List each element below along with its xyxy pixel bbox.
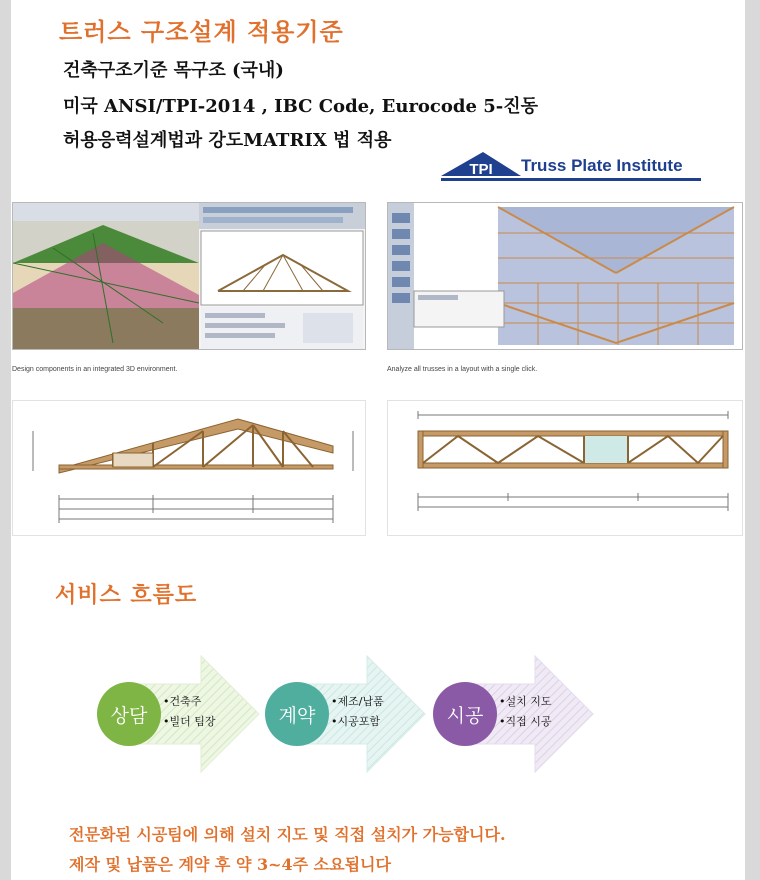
truss-drawing-1	[12, 400, 366, 536]
step-contract-items	[331, 692, 384, 732]
tpi-logo-name: Truss Plate Institute	[521, 156, 683, 175]
truss-drawing-2	[387, 400, 743, 536]
step-construction-item-2: •직접 시공	[499, 715, 552, 728]
standard-line-1: 건축구조기준 목구조 (국내)	[63, 60, 284, 81]
roof-layout-screenshot	[387, 202, 743, 350]
step-consult-item-2: •빌더 팀장	[163, 715, 216, 728]
step-construction-items	[499, 692, 552, 732]
step-consult-circle: 상담	[97, 682, 161, 746]
logo-underline	[441, 178, 701, 182]
software-3d-screenshot	[12, 202, 366, 350]
step-consult-items	[163, 692, 216, 732]
standard-line-2: 미국 ANSI/TPI-2014 , IBC Code, Eurocode 5-진동	[63, 96, 538, 117]
step-contract-circle: 계약	[265, 682, 329, 746]
note-line-2: 제작 및 납품은 계약 후 약 3~4주 소요됩니다	[69, 855, 391, 874]
tpi-logo	[441, 150, 701, 182]
section-title-standards: 트러스 구조설계 적용기준	[59, 17, 344, 46]
step-construction-circle: 시공	[433, 682, 497, 746]
step-contract-item-1: •제조/납품	[331, 695, 384, 708]
service-flow	[11, 650, 745, 780]
caption-right: Analyze all trusses in a layout with a single click.	[387, 366, 538, 373]
step-contract-item-2: •시공포함	[331, 715, 380, 728]
document-page	[11, 0, 745, 880]
note-line-1: 전문화된 시공팀에 의해 설치 지도 및 직접 설치가 가능합니다.	[69, 825, 506, 844]
caption-left: Design components in an integrated 3D environment.	[12, 366, 178, 373]
standard-line-3: 허용응력설계법과 강도MATRIX 법 적용	[63, 130, 392, 151]
step-construction-item-1: •설치 지도	[499, 695, 552, 708]
svg-text:TPI: TPI	[469, 161, 493, 178]
section-title-service-flow: 서비스 흐름도	[55, 582, 198, 608]
step-consult-item-1: •건축주	[163, 695, 202, 708]
